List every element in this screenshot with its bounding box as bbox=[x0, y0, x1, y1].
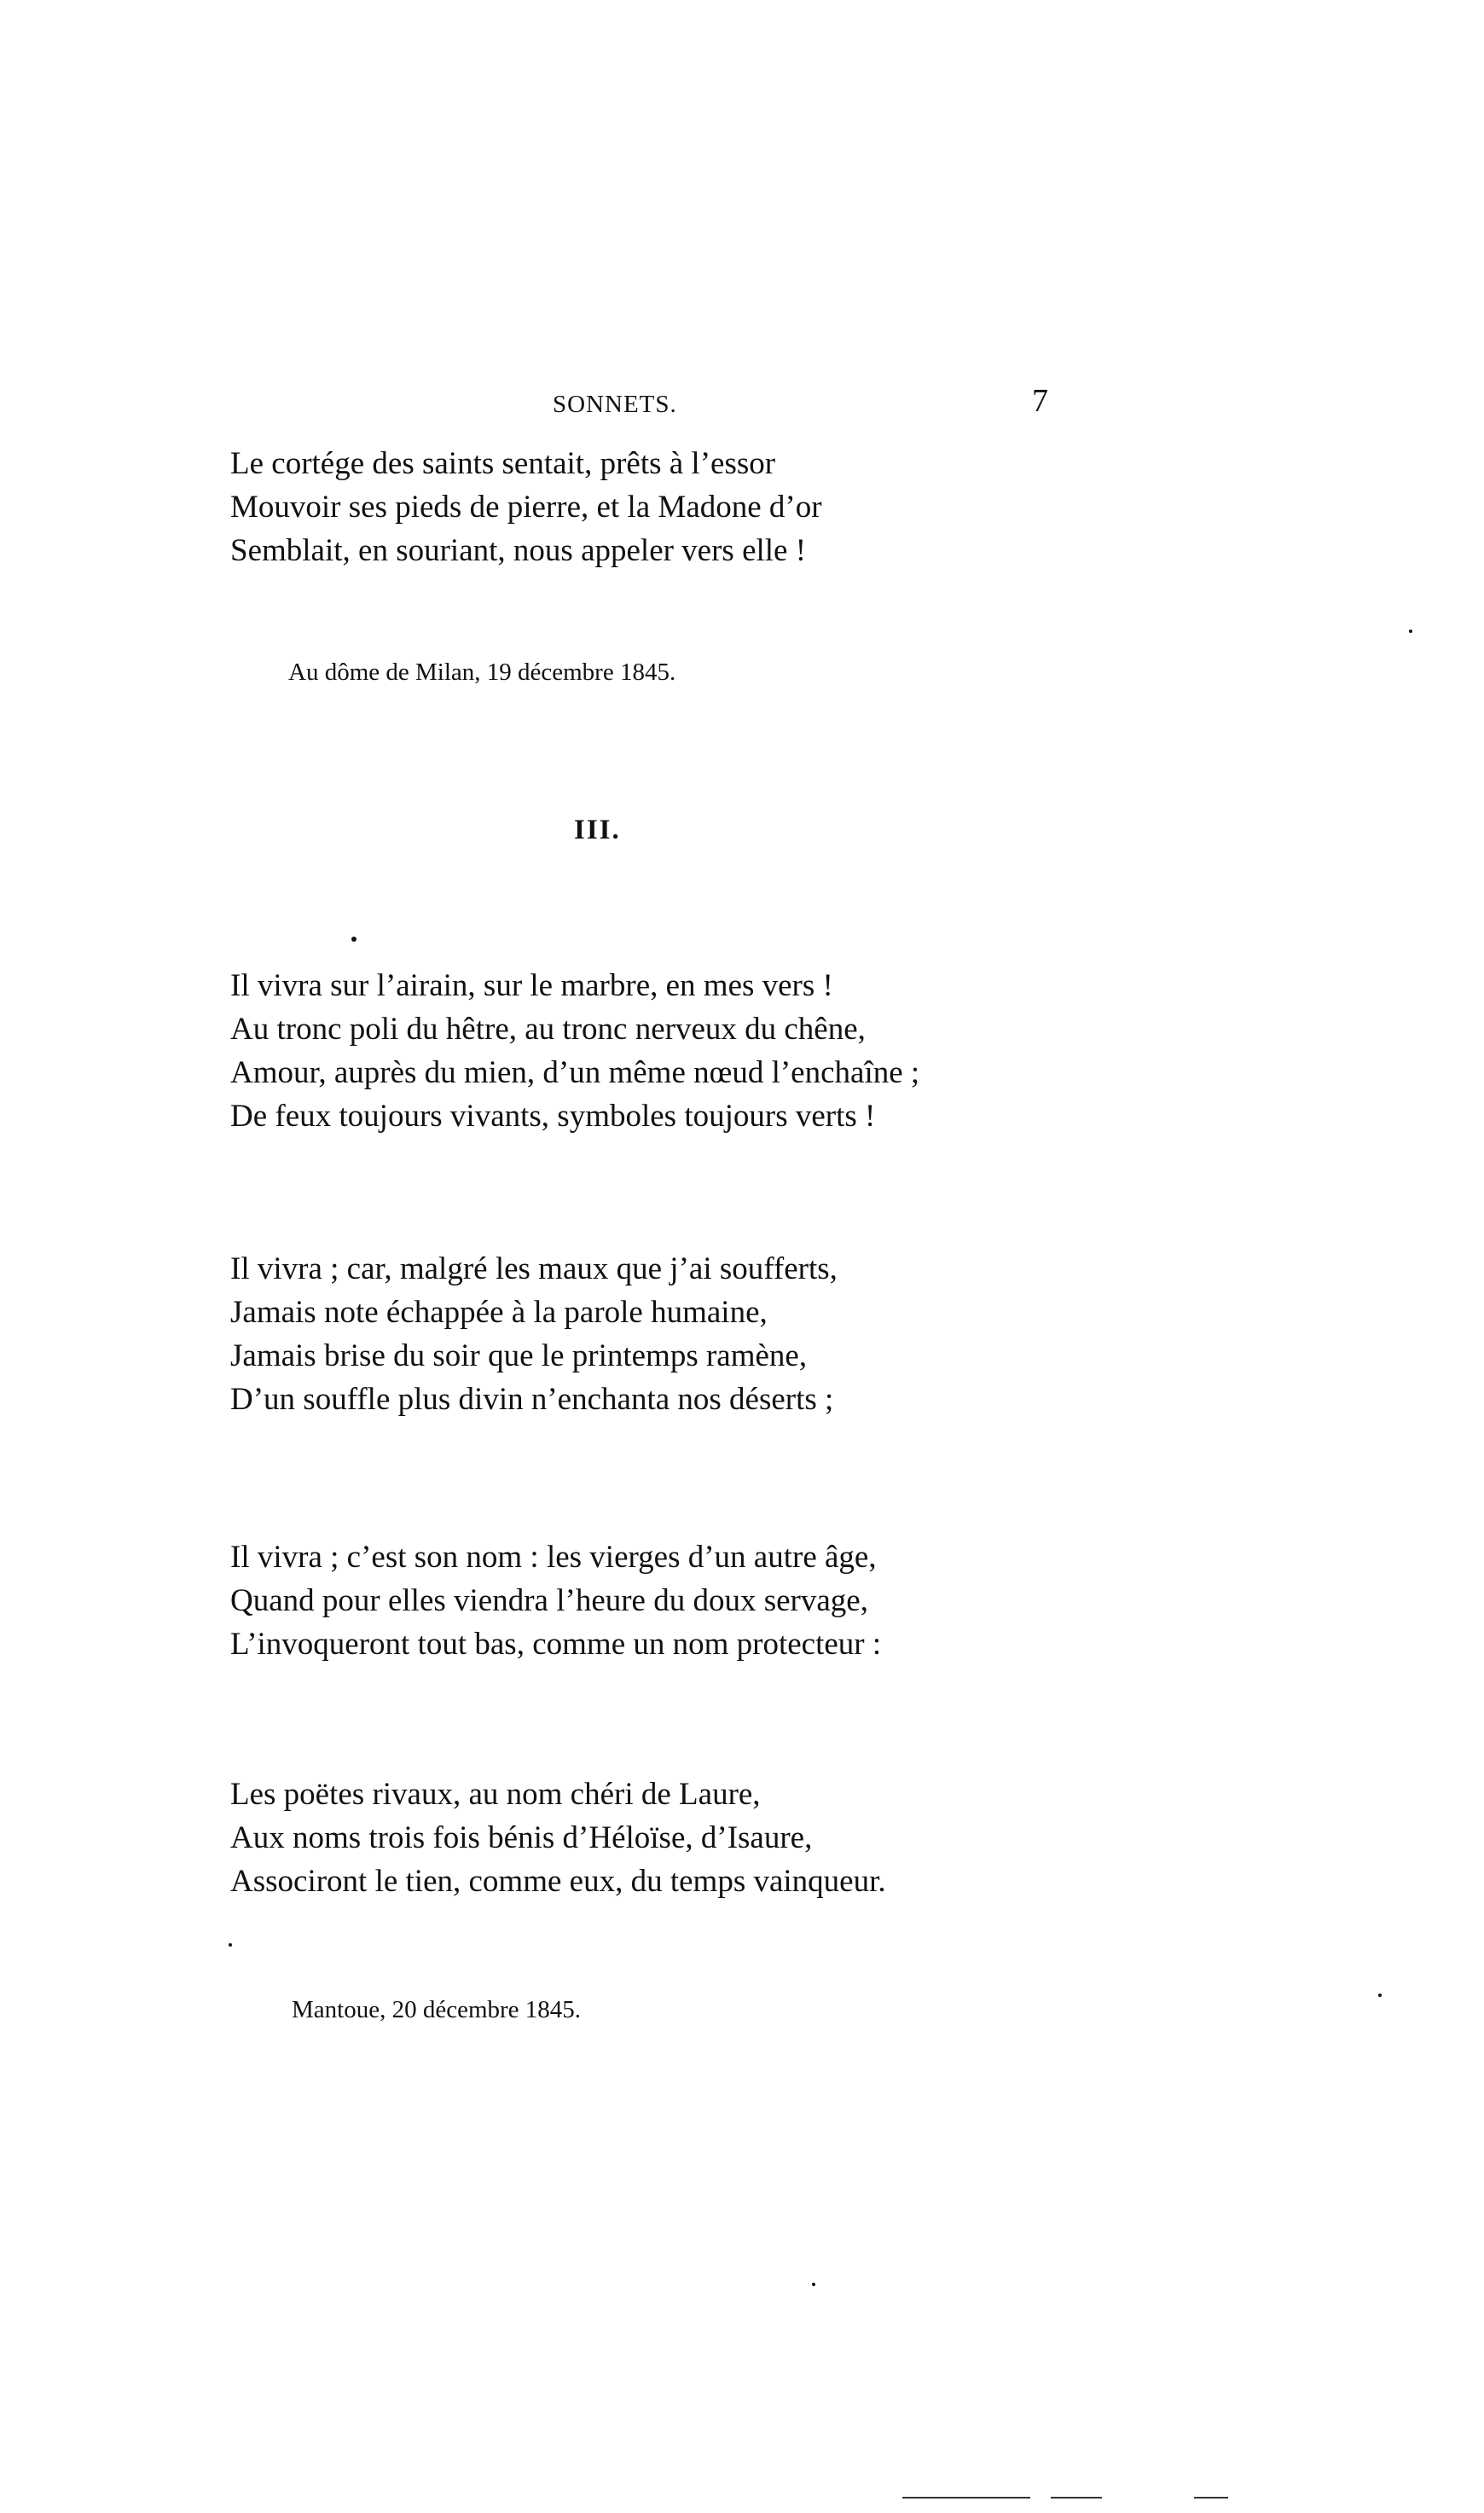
ink-speck bbox=[351, 937, 357, 942]
bottom-rule bbox=[1194, 2497, 1228, 2498]
ink-speck bbox=[1378, 1994, 1382, 1997]
verse-line: Semblait, en souriant, nous appeler vers elle ! bbox=[230, 533, 807, 568]
verse-line: Il vivra sur l’airain, sur le marbre, en mes vers ! bbox=[230, 968, 833, 1003]
verse-line: Jamais brise du soir que le printemps ramène, bbox=[230, 1338, 808, 1373]
verse-line: Au tronc poli du hêtre, au tronc nerveux du chêne, bbox=[230, 1012, 866, 1047]
page-number: 7 bbox=[1032, 383, 1048, 419]
running-head bbox=[0, 383, 1484, 425]
sonnet-iii-tercet-1 bbox=[230, 1535, 881, 1666]
verse-line: Associront le tien, comme eux, du temps vainqueur. bbox=[230, 1864, 886, 1899]
sonnet-number: III. bbox=[574, 815, 621, 845]
sonnet-ii-dateline: Au dôme de Milan, 19 décembre 1845. bbox=[288, 659, 676, 686]
verse-line: Il vivra ; car, malgré les maux que j’ai soufferts, bbox=[230, 1251, 838, 1286]
running-title: SONNETS. bbox=[553, 391, 677, 418]
sonnet-ii-closing-tercet bbox=[230, 442, 822, 572]
ink-speck bbox=[1409, 630, 1412, 633]
bottom-rule bbox=[902, 2497, 1030, 2498]
verse-line: Il vivra ; c’est son nom : les vierges d’un autre âge, bbox=[230, 1540, 877, 1575]
verse-line: De feux toujours vivants, symboles toujours verts ! bbox=[230, 1099, 876, 1134]
sonnet-iii-quatrain-1 bbox=[230, 964, 919, 1138]
verse-line: Les poëtes rivaux, au nom chéri de Laure, bbox=[230, 1777, 761, 1812]
verse-line: Mouvoir ses pieds de pierre, et la Madone d’or bbox=[230, 490, 822, 525]
ink-speck bbox=[229, 1943, 232, 1947]
verse-line: Aux noms trois fois bénis d’Héloïse, d’Isaure, bbox=[230, 1820, 813, 1855]
verse-line: Amour, auprès du mien, d’un même nœud l’enchaîne ; bbox=[230, 1055, 920, 1090]
verse-line: Le cortége des saints sentait, prêts à l’essor bbox=[230, 446, 776, 481]
sonnet-iii-quatrain-2 bbox=[230, 1247, 838, 1421]
verse-line: L’invoqueront tout bas, comme un nom protecteur : bbox=[230, 1627, 882, 1662]
verse-line: D’un souffle plus divin n’enchanta nos déserts ; bbox=[230, 1382, 834, 1417]
ink-speck bbox=[812, 2283, 815, 2286]
verse-line: Jamais note échappée à la parole humaine, bbox=[230, 1295, 768, 1330]
verse-line: Quand pour elles viendra l’heure du doux servage, bbox=[230, 1583, 868, 1618]
sonnet-iii-tercet-2 bbox=[230, 1773, 886, 1903]
sonnet-iii-dateline: Mantoue, 20 décembre 1845. bbox=[292, 1996, 582, 2023]
bottom-rule bbox=[1051, 2497, 1102, 2498]
